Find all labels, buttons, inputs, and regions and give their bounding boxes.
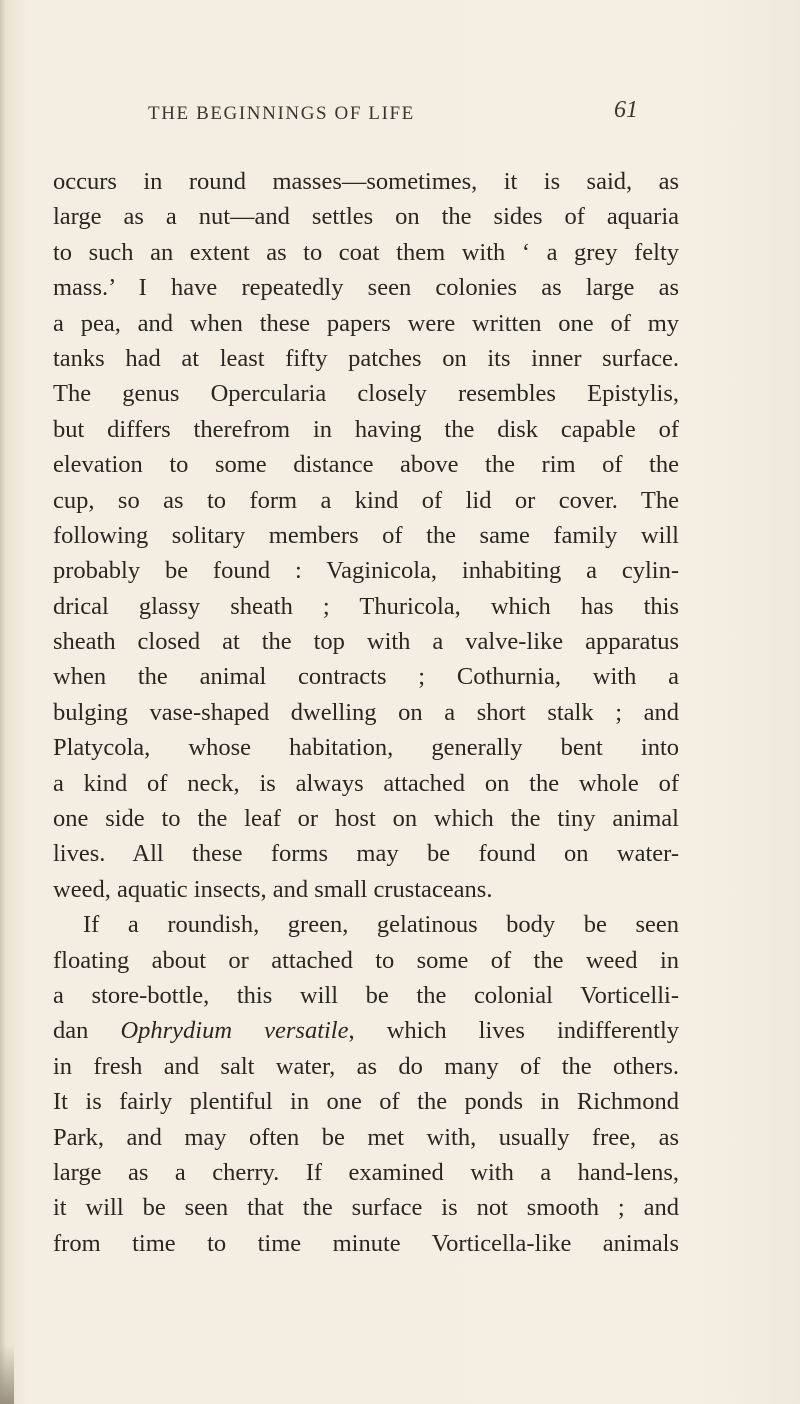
text-line: weed, aquatic insects, and small crustaceans. xyxy=(53,875,493,903)
text-line: tanks had at least fifty patches on its inner surface. xyxy=(53,344,679,372)
text-line: The genus Opercularia closely resembles Epistylis, xyxy=(53,380,679,408)
text-line: in fresh and salt water, as do many of the others. xyxy=(53,1052,679,1080)
text-fragment: , which lives indifferently xyxy=(348,1017,680,1045)
text-line: probably be found : Vaginicola, inhabiting a cylin- xyxy=(53,557,679,585)
text-line: from time to time minute Vorticella-like animals xyxy=(53,1229,679,1257)
page-number: 61 xyxy=(614,97,638,123)
text-line: large as a nut—and settles on the sides of aquaria xyxy=(53,203,679,231)
text-line: bulging vase-shaped dwelling on a short stalk ; and xyxy=(53,698,679,726)
text-line: Park, and may often be met with, usually free, as xyxy=(53,1123,679,1151)
text-line: If a roundish, green, gelatinous body be seen xyxy=(83,911,679,939)
text-line: It is fairly plentiful in one of the ponds in Richmond xyxy=(53,1088,679,1116)
text-line: drical glassy sheath ; Thuricola, which has this xyxy=(53,592,679,620)
page-edge-stain xyxy=(0,1344,14,1404)
text-line: mass.’ I have repeatedly seen colonies as large as xyxy=(53,274,679,302)
text-line: lives. All these forms may be found on water- xyxy=(53,840,679,868)
text-line: a pea, and when these papers were written one of my xyxy=(53,309,679,337)
text-line: occurs in round masses—sometimes, it is said, as xyxy=(53,168,679,195)
running-head: THE BEGINNINGS OF LIFE xyxy=(148,103,415,124)
text-line: when the animal contracts ; Cothurnia, with a xyxy=(53,663,679,691)
text-line: a store-bottle, this will be the colonial Vorticelli- xyxy=(53,981,679,1009)
text-line: sheath closed at the top with a valve-like apparatus xyxy=(53,628,679,656)
text-line: cup, so as to form a kind of lid or cover. The xyxy=(53,486,679,514)
species-name: Ophrydium versatile xyxy=(120,1017,349,1045)
text-line: a kind of neck, is always attached on the whole of xyxy=(53,769,679,797)
text-line: large as a cherry. If examined with a hand-lens, xyxy=(53,1158,679,1186)
text-fragment: dan xyxy=(53,1017,89,1045)
page-gutter-edge xyxy=(0,0,6,1404)
text-line-with-italic xyxy=(53,1013,679,1048)
text-line: it will be seen that the surface is not smooth ; and xyxy=(53,1194,679,1222)
text-line: elevation to some distance above the rim of the xyxy=(53,451,679,479)
text-line: one side to the leaf or host on which the tiny animal xyxy=(53,805,679,833)
text-line: to such an extent as to coat them with ‘ a grey felty xyxy=(53,238,679,266)
text-line: following solitary members of the same family will xyxy=(53,521,679,549)
body-text xyxy=(53,164,679,1261)
text-line: but differs therefrom in having the disk capable of xyxy=(53,415,679,443)
text-line: floating about or attached to some of the weed in xyxy=(53,946,679,974)
text-line: Platycola, whose habitation, generally bent into xyxy=(53,734,679,762)
